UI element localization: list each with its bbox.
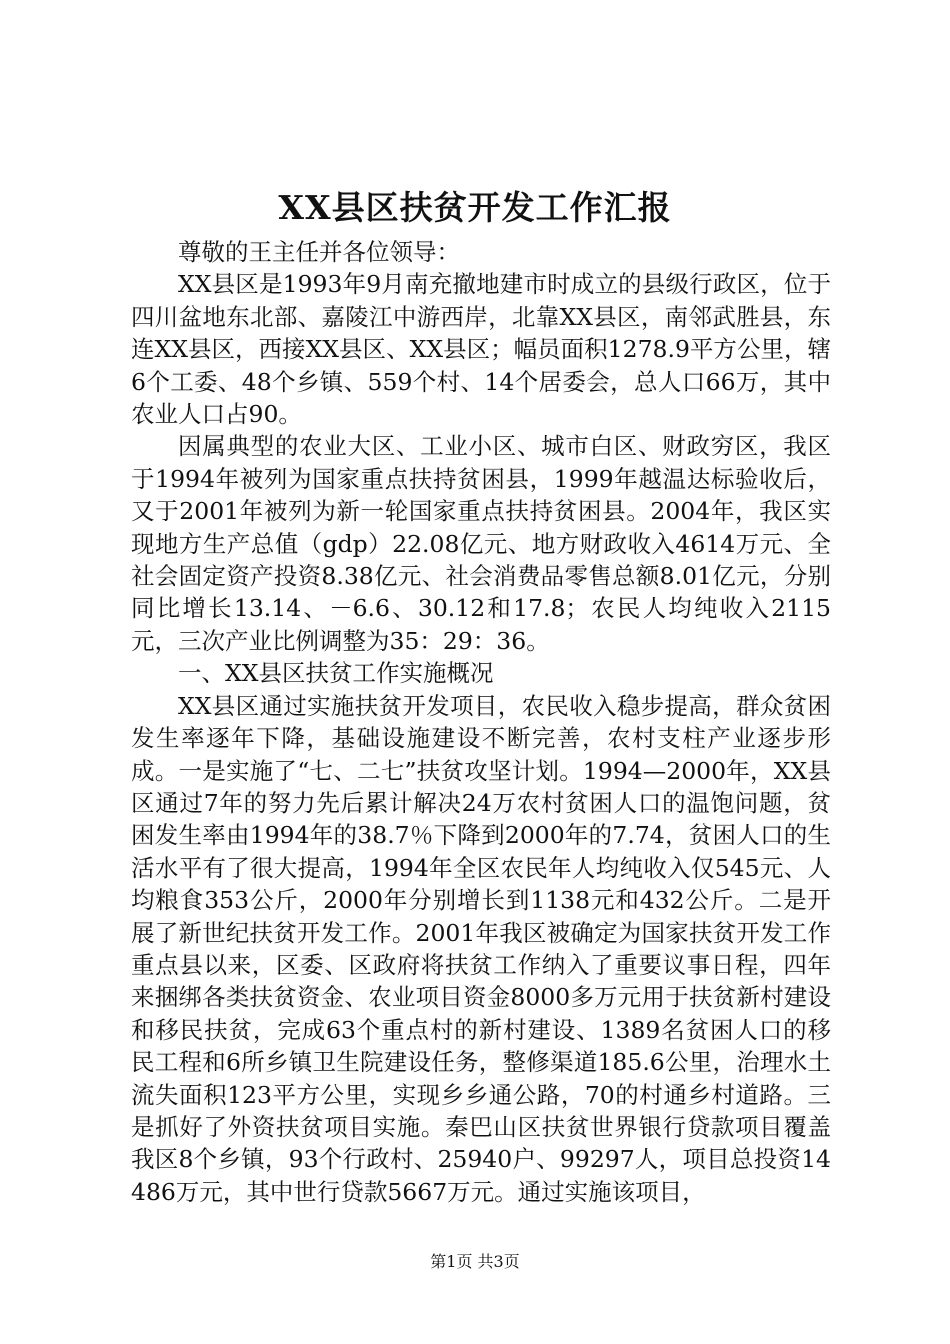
section-heading: 一、XX县区扶贫工作实施概况 — [178, 659, 494, 688]
overview-paragraph: XX县区是1993年9月南充撤地建市时成立的县级行政区，位于四川盆地东北部、嘉陵江中游西岸，北靠XX县区，南邻武胜县，东连XX县区，西接XX县区、XX县区；幅员面积1278.9平方公里，辖6个工委、48个乡镇、559个村、14个居委会，总人口66万，其中农业人口占90。 — [131, 270, 831, 429]
salutation-paragraph: 尊敬的王主任并各位领导： — [178, 238, 460, 266]
page-footer: 第1页 共3页 — [430, 1252, 520, 1271]
document-title: XX县区扶贫开发工作汇报 — [278, 188, 672, 227]
document-body — [131, 236, 831, 1208]
economy-paragraph: 因属典型的农业大区、工业小区、城市白区、财政穷区，我区于1994年被列为国家重点扶持贫困县，1999年越温达标验收后，又于2001年被列为新一轮国家重点扶持贫困县。2004年，我区实现地方生产总值（gdp）22.08亿元、地方财政收入4614万元、全社会固定资产投资8.38亿元、社会消费品零售总额8.01亿元，分别同比增长13.14、－6.6、30.12和17.8；农民人均纯收入2115元，三次产业比例调整为35：29：36。 — [131, 432, 831, 655]
poverty-work-paragraph: XX县区通过实施扶贫开发项目，农民收入稳步提高，群众贫困发生率逐年下降，基础设施建设不断完善，农村支柱产业逐步形成。一是实施了“七、二七”扶贫攻坚计划。1994—2000年，XX县区通过7年的努力先后累计解决24万农村贫困人口的温饱问题，贫困发生率由1994年的38.7％下降到2000年的7.74，贫困人口的生活水平有了很大提高，1994年全区农民年人均纯收入仅545元、人均粮食353公斤，2000年分别增长到1138元和432公斤。二是开展了新世纪扶贫开发工作。2001年我区被确定为国家扶贫开发工作重点县以来，区委、区政府将扶贫工作纳入了重要议事日程，四年来捆绑各类扶贫资金、农业项目资金8000多万元用于扶贫新村建设和移民扶贫，完成63个重点村的新村建设、1389名贫困人口的移民工程和6所乡镇卫生院建设任务，整修渠道185.6公里，治理水土流失面积123平方公里，实现乡乡通公路，70的村通乡村道路。三是抓好了外资扶贫项目实施。秦巴山区扶贫世界银行贷款项目覆盖我区8个乡镇，93个行政村、25940户、99297人，项目总投资14486万元，其中世行贷款5667万元。通过实施该项目， — [131, 691, 831, 1206]
